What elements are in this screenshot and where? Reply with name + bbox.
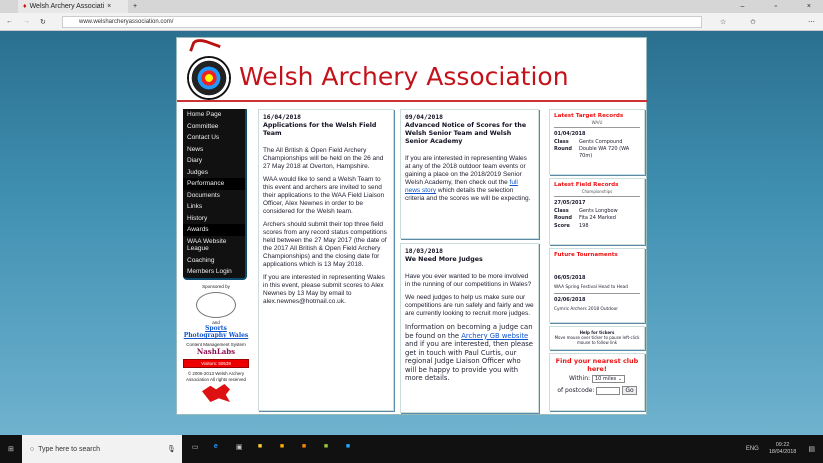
microphone-icon[interactable]: 🎙 [166, 446, 176, 453]
news-title: We Need More Judges [405, 256, 483, 263]
favorite-star-icon[interactable]: ☆ [720, 18, 727, 26]
nav-committee[interactable]: Committee [187, 122, 219, 130]
postcode-input[interactable] [596, 387, 620, 395]
app-icon[interactable]: ■ [323, 443, 329, 450]
postcode-label: of postcode: [557, 387, 595, 394]
close-tab-icon[interactable]: × [107, 3, 112, 10]
main-nav [183, 109, 247, 280]
favicon-icon: ♦ [23, 3, 27, 10]
and-label: and [212, 319, 220, 325]
nav-documents[interactable]: Documents [187, 191, 220, 199]
record-date: 01/04/2018 [554, 131, 586, 137]
store-icon[interactable]: ▣ [235, 444, 243, 451]
nav-history[interactable]: History [187, 214, 208, 222]
notifications-icon[interactable]: ▤ [808, 446, 815, 453]
minimize-icon[interactable]: – [740, 3, 745, 10]
clock-date[interactable]: 18/04/2018 [768, 449, 797, 455]
welsh-dragon-icon [202, 384, 230, 402]
nav-links[interactable]: Links [187, 203, 203, 210]
text: and if you are interested, then please get in touch with Paul Curtis, our regional Judge Liaison Officer who will be happy to provide you with more details. [405, 340, 533, 382]
tournament-date: 02/06/2018 [554, 297, 586, 303]
news-paragraph: If you are interested in representing Wales in this event, please submit scores to Alex Newnes by 13 May by email to alex.newnes@hotmail.co.uk. [263, 274, 385, 305]
more-icon[interactable]: ⋯ [808, 18, 815, 26]
news-title: Applications for the Welsh Field Team [263, 122, 377, 137]
site-header [177, 38, 648, 102]
new-tab-icon[interactable]: + [133, 3, 138, 10]
address-bar [0, 13, 823, 31]
panel-title: Latest Field Records [554, 182, 619, 188]
club-finder [549, 353, 645, 411]
target-records-panel[interactable] [549, 109, 645, 175]
within-label: Within: [568, 375, 591, 382]
club-finder-title: Find your nearest club here! [555, 357, 639, 373]
label: Score [554, 222, 570, 229]
tournaments-panel[interactable] [549, 248, 645, 323]
tab-bar [0, 0, 823, 13]
tournament-name[interactable]: WAA Spring Festival Head to Head [554, 285, 640, 295]
tournament-name[interactable]: Cymric Archers 2018 Outdoor [554, 306, 618, 312]
app-icon[interactable]: ■ [301, 443, 307, 450]
nav-judges[interactable]: Judges [187, 168, 208, 176]
news-date: 18/03/2018 [405, 248, 443, 255]
clock-time[interactable]: 09:22 [775, 442, 790, 448]
tab-title: Welsh Archery Associati [29, 3, 105, 10]
sponsors [183, 284, 249, 404]
record-class: Gents Compound [579, 138, 623, 145]
back-icon[interactable]: ← [6, 18, 13, 25]
photoshop-icon[interactable]: ■ [345, 443, 351, 450]
cortana-icon: ○ [29, 445, 35, 453]
news-item [400, 243, 539, 413]
nashlabs-link[interactable]: NashLabs [196, 346, 236, 356]
sports-photography-link[interactable]: Sports Photography Wales [183, 325, 249, 339]
news-paragraph [405, 155, 534, 203]
text: which details the selection criteria and the scores we will be expecting. [405, 187, 531, 202]
news-item [258, 109, 394, 411]
news-paragraph: The All British & Open Field Archery Championships will be held on the 26 and 27 May 2018 at Overton, Hampshire. [263, 147, 384, 170]
target-logo-icon [187, 56, 231, 100]
nav-performance[interactable]: Performance [183, 178, 245, 190]
url-input[interactable]: www.welsharcheryassociation.com/ [62, 16, 702, 28]
record-round: Double WA 720 (WA 70m) [579, 146, 630, 159]
sponsored-by-label: Sponsored by [202, 284, 230, 289]
full-news-story-link[interactable]: full news story [405, 179, 518, 194]
record-date: 27/05/2017 [554, 200, 586, 206]
news-paragraph: WAA would like to send a Welsh Team to this event and archers are invited to send their applications to the WAA Field Liaison Officer, Alex Newnes in order to be considered for the Welsh team. [263, 176, 385, 215]
maximize-icon[interactable]: ▫ [774, 3, 777, 10]
search-placeholder: Type here to search [38, 445, 100, 453]
copyright: © 2006-2013 Welsh Archery Association All rights reserved [185, 371, 247, 382]
panel-title: Latest Target Records [554, 113, 624, 119]
nav-coaching[interactable]: Coaching [187, 256, 215, 264]
distance-select[interactable]: 10 miles ⌄ [592, 375, 625, 383]
nav-awards[interactable]: Awards [183, 224, 245, 236]
label: Round [554, 215, 572, 221]
distance-value: 10 miles [594, 376, 617, 382]
ticker-help [549, 326, 645, 350]
help-text: Move mouse over ticker to pause left-click mouse to follow link [554, 335, 640, 345]
record-score: 198 [579, 222, 589, 229]
taskbar-search[interactable] [22, 435, 182, 463]
site-title: Welsh Archery Association [239, 62, 569, 91]
nav-home[interactable]: Home Page [187, 111, 222, 118]
refresh-icon[interactable]: ↻ [40, 18, 46, 26]
news-paragraph [405, 323, 534, 383]
browser-tab[interactable] [18, 0, 128, 13]
nav-contact[interactable]: Contact Us [187, 134, 220, 141]
news-date: 16/04/2018 [263, 114, 301, 121]
news-paragraph: Archers should submit their top three field scores from any record status competitions held between the 27 May 2017 (the date of the 2017 All British & Open Field Archery Championships) and the closing date for applications which is 13 May 2018. [263, 221, 387, 268]
task-view-icon[interactable]: ▭ [191, 444, 199, 451]
text: Information on becoming a judge can be found on the [405, 323, 533, 340]
label: Round [554, 146, 572, 152]
news-item [400, 109, 539, 239]
favorites-icon[interactable]: ✩ [750, 18, 756, 26]
close-window-icon[interactable]: × [806, 3, 811, 10]
edge-icon[interactable]: e [213, 443, 218, 450]
help-title: Help for tickers [579, 330, 615, 335]
tournament-date: 06/05/2018 [554, 275, 586, 281]
nav-diary[interactable]: Diary [187, 157, 203, 164]
ticker[interactable]: Championships [554, 189, 640, 197]
website [176, 37, 647, 415]
language-indicator[interactable]: ENG [745, 446, 759, 452]
field-records-panel[interactable] [549, 178, 645, 245]
text: If you are interested in representing Wales at any of the 2018 outdoor team events or gaining a place on the 2018/2019 Senior Welsh Academy, then check out the [405, 155, 527, 186]
store-bag-icon[interactable]: ■ [279, 443, 285, 450]
record-round: Fita 24 Marked [579, 215, 616, 221]
archery-gb-link[interactable]: Archery GB website [461, 331, 529, 340]
windows-start-icon[interactable]: ⊞ [8, 446, 14, 453]
nav-league[interactable]: WAA Website League [187, 237, 227, 252]
file-explorer-icon[interactable]: ■ [257, 443, 263, 450]
news-paragraph: Have you ever wanted to be more involved in the running of our competitions in Wales? [405, 273, 532, 288]
taskbar [0, 435, 823, 463]
nav-news[interactable]: News [187, 145, 204, 153]
welsh-archers-logo-icon[interactable] [196, 292, 236, 318]
news-paragraph: We need judges to help us make sure our competitions are run safely and fairly and we are currently looking to recruit more judges. [405, 294, 534, 317]
label: Class [554, 207, 569, 214]
label: Class [554, 138, 569, 145]
news-title: Advanced Notice of Scores for the Welsh Senior Team and Welsh Senior Academy [405, 122, 527, 145]
panel-title: Future Tournaments [554, 252, 618, 258]
ticker[interactable]: WA/U [554, 120, 640, 128]
go-button[interactable]: Go [622, 386, 636, 395]
news-date: 09/04/2018 [405, 114, 443, 121]
record-class: Gents Longbow [579, 207, 618, 214]
cms-label: Content Management System [186, 342, 246, 347]
visitor-counter: Visitors: 50539 [183, 359, 249, 369]
nav-members-login[interactable]: Members Login [187, 268, 232, 275]
forward-icon[interactable]: → [23, 18, 30, 25]
